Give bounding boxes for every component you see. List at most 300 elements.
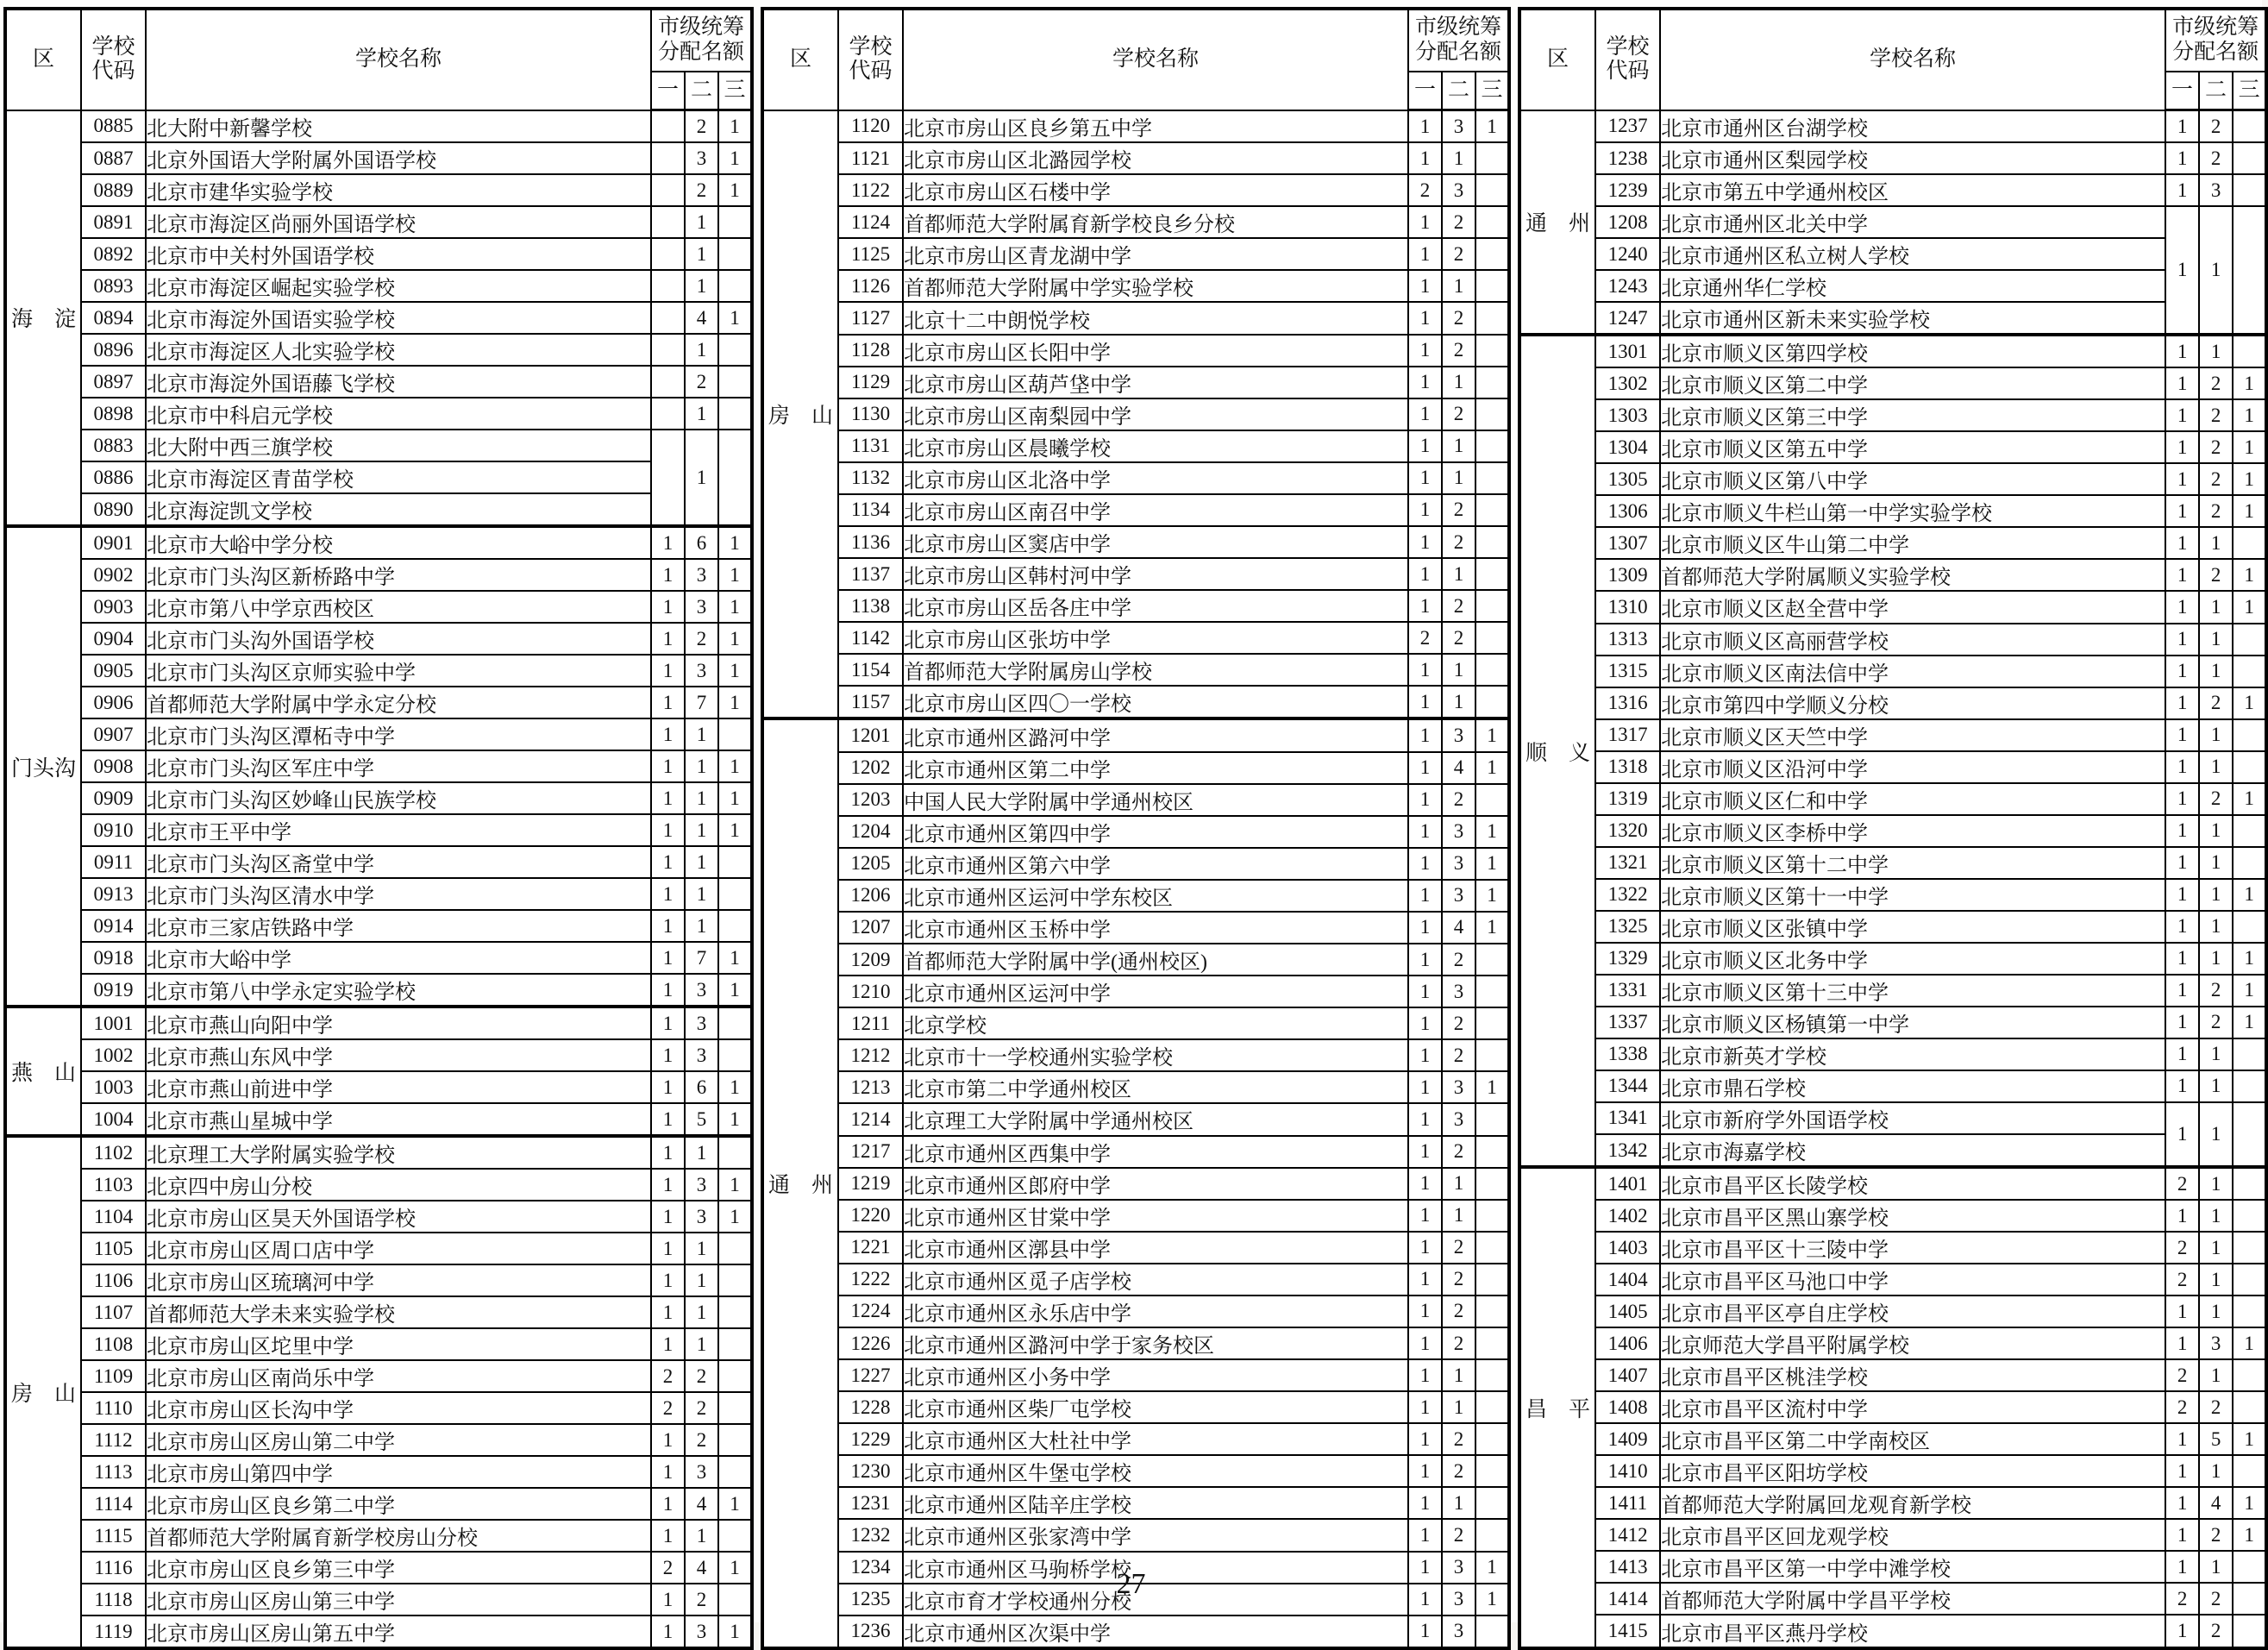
quota-3-cell: 1 [1475, 752, 1509, 784]
school-code-cell: 1142 [838, 622, 903, 654]
quota-2-cell: 2 [685, 1360, 718, 1392]
table-row [5, 1424, 752, 1456]
table-row [5, 142, 752, 174]
quota-2-cell: 3 [685, 974, 718, 1007]
quota-3-cell [718, 1328, 752, 1360]
school-name-cell: 北京市海淀区崛起实验学校 [146, 270, 651, 302]
school-code-cell: 0896 [81, 334, 146, 366]
quota-3-cell [718, 238, 752, 270]
quota-2-cell: 2 [2199, 495, 2233, 527]
quota-3-cell: 1 [1475, 912, 1509, 944]
table-row [762, 367, 1509, 398]
quota-2-cell: 2 [1442, 398, 1475, 430]
table-row [762, 912, 1509, 944]
school-name-cell: 北京市门头沟外国语学校 [146, 623, 651, 655]
quota-1-cell: 1 [2165, 174, 2199, 206]
quota-1-cell [651, 206, 685, 238]
quota-1-cell: 1 [651, 814, 685, 846]
school-code-cell: 0883 [81, 430, 146, 461]
district-cell: 通 州 [762, 718, 838, 1648]
quota-3-cell [1475, 1200, 1509, 1232]
quota-1-cell [651, 302, 685, 334]
header-school-code [1595, 9, 1660, 110]
quota-2-cell: 1 [685, 814, 718, 846]
school-code-cell: 0904 [81, 623, 146, 655]
quota-2-cell: 2 [2199, 463, 2233, 495]
quota-1-cell: 1 [1408, 912, 1442, 944]
school-name-cell: 北京市第二中学通州校区 [903, 1071, 1408, 1103]
school-code-cell: 1115 [81, 1520, 146, 1552]
school-code-cell: 0885 [81, 110, 146, 143]
table-row [762, 335, 1509, 367]
quota-1-cell: 1 [1408, 654, 1442, 686]
school-code-cell: 1307 [1595, 527, 1660, 559]
school-code-cell: 1219 [838, 1168, 903, 1200]
quota-1-cell: 1 [2165, 1327, 2199, 1359]
quota-3-cell [1475, 1103, 1509, 1135]
table-row [1519, 1232, 2266, 1264]
quota-3-cell [1475, 142, 1509, 174]
table-row [5, 461, 752, 493]
quota-2-cell: 2 [2199, 142, 2233, 174]
school-name-cell: 北京市通州区潞河中学于家务校区 [903, 1327, 1408, 1359]
table-row [762, 1487, 1509, 1519]
school-code-cell: 1315 [1595, 656, 1660, 687]
quota-1-cell [651, 430, 685, 526]
school-code-cell: 0918 [81, 942, 146, 974]
school-quota-table-right [1518, 7, 2268, 1650]
table-row [5, 1328, 752, 1360]
quota-1-cell: 1 [1408, 494, 1442, 526]
quota-1-cell: 1 [1408, 206, 1442, 238]
quota-2-cell: 1 [1442, 1200, 1475, 1232]
quota-3-cell [1475, 944, 1509, 976]
school-name-cell: 北京外国语大学附属外国语学校 [146, 142, 651, 174]
school-code-cell: 1121 [838, 142, 903, 174]
table-row [762, 1423, 1509, 1455]
school-code-cell: 1001 [81, 1007, 146, 1039]
quota-1-cell: 1 [2165, 1423, 2199, 1455]
table-row [762, 1615, 1509, 1648]
quota-2-cell: 1 [1442, 686, 1475, 718]
school-code-cell: 1310 [1595, 591, 1660, 623]
quota-1-cell: 1 [2165, 431, 2199, 463]
table-row [1519, 1423, 2266, 1455]
quota-2-cell: 1 [685, 750, 718, 782]
quota-2-cell: 2 [1442, 944, 1475, 976]
quota-1-cell: 1 [651, 878, 685, 910]
quota-2-cell: 1 [2199, 1232, 2233, 1264]
quota-3-cell [2233, 1615, 2266, 1648]
school-name-cell: 北京市房山区长阳中学 [903, 335, 1408, 367]
school-name-cell: 北京市房山区葫芦垡中学 [903, 367, 1408, 398]
school-code-cell: 1207 [838, 912, 903, 944]
quota-3-cell: 1 [1475, 1584, 1509, 1615]
school-name-cell: 北京市门头沟区京师实验中学 [146, 655, 651, 687]
quota-2-cell: 1 [685, 1136, 718, 1169]
quota-3-cell [718, 1233, 752, 1264]
district-cell: 顺 义 [1519, 335, 1595, 1167]
table-row [5, 302, 752, 334]
quota-3-cell [2233, 110, 2266, 143]
school-name-cell: 北京市房山区长沟中学 [146, 1392, 651, 1424]
school-code-cell: 0894 [81, 302, 146, 334]
quota-3-cell: 1 [718, 1103, 752, 1136]
table-row [1519, 174, 2266, 206]
quota-2-cell: 3 [1442, 1615, 1475, 1648]
table-row [1519, 1102, 2266, 1134]
school-code-cell: 1329 [1595, 943, 1660, 975]
quota-2-cell: 1 [2199, 206, 2233, 335]
table-row [5, 1201, 752, 1233]
quota-3-cell [718, 910, 752, 942]
school-name-cell: 北京市第五中学通州校区 [1660, 174, 2165, 206]
table-row [762, 784, 1509, 816]
quota-2-cell: 1 [2199, 591, 2233, 623]
school-name-cell: 北京市通州区永乐店中学 [903, 1296, 1408, 1327]
school-name-cell: 首都师范大学附属育新学校良乡分校 [903, 206, 1408, 238]
quota-1-cell: 1 [651, 1169, 685, 1201]
quota-2-cell: 2 [685, 110, 718, 143]
school-code-cell: 0907 [81, 718, 146, 750]
table-row [762, 1200, 1509, 1232]
quota-1-cell: 1 [1408, 270, 1442, 302]
quota-1-cell: 1 [1408, 1391, 1442, 1423]
quota-2-cell: 1 [685, 238, 718, 270]
school-name-cell: 北京市顺义区第五中学 [1660, 431, 2165, 463]
school-code-cell: 1222 [838, 1264, 903, 1296]
table-row [1519, 1519, 2266, 1551]
table-row [762, 686, 1509, 718]
quota-2-cell: 1 [685, 910, 718, 942]
quota-3-cell [1475, 238, 1509, 270]
table-row [5, 174, 752, 206]
header-quota-line2: 分配名额 [2172, 41, 2259, 64]
quota-2-cell: 1 [685, 878, 718, 910]
table-row [762, 462, 1509, 494]
school-name-cell: 首都师范大学附属中学永定分校 [146, 687, 651, 718]
quota-2-cell: 2 [1442, 335, 1475, 367]
quota-2-cell: 1 [685, 1296, 718, 1328]
school-name-cell: 北京市燕山向阳中学 [146, 1007, 651, 1039]
table-body [5, 110, 752, 1649]
quota-1-cell [651, 334, 685, 366]
quota-1-cell: 1 [2165, 142, 2199, 174]
quota-3-cell [1475, 1455, 1509, 1487]
quota-3-cell [2233, 847, 2266, 879]
quota-1-cell: 1 [1408, 976, 1442, 1007]
table-row [1519, 687, 2266, 719]
quota-2-cell: 1 [685, 782, 718, 814]
school-name-cell: 北京市房山区琉璃河中学 [146, 1264, 651, 1296]
quota-1-cell: 1 [651, 1201, 685, 1233]
school-name-cell: 北京市顺义区沿河中学 [1660, 751, 2165, 783]
quota-2-cell: 1 [685, 1328, 718, 1360]
school-code-cell: 1209 [838, 944, 903, 976]
quota-3-cell [2233, 174, 2266, 206]
header-quota-2: 二 [1442, 72, 1475, 110]
quota-3-cell [2233, 1102, 2266, 1167]
quota-1-cell: 1 [1408, 142, 1442, 174]
quota-2-cell: 2 [1442, 526, 1475, 558]
school-name-cell: 北京市门头沟区清水中学 [146, 878, 651, 910]
header-quota [1408, 9, 1509, 72]
school-quota-table-left [3, 7, 754, 1650]
quota-1-cell: 1 [2165, 110, 2199, 143]
quota-1-cell: 1 [2165, 559, 2199, 591]
quota-1-cell: 2 [1408, 622, 1442, 654]
quota-3-cell: 1 [2233, 399, 2266, 431]
quota-2-cell: 2 [1442, 1232, 1475, 1264]
quota-1-cell: 1 [651, 1296, 685, 1328]
quota-1-cell: 1 [2165, 495, 2199, 527]
quota-3-cell: 1 [1475, 848, 1509, 880]
school-name-cell: 北京市顺义区第四学校 [1660, 335, 2165, 367]
table-row [5, 270, 752, 302]
table-row [1519, 559, 2266, 591]
quota-3-cell: 1 [2233, 687, 2266, 719]
quota-2-cell: 2 [685, 623, 718, 655]
quota-1-cell: 1 [2165, 751, 2199, 783]
table-row [5, 1615, 752, 1648]
quota-3-cell [2233, 815, 2266, 847]
school-name-cell: 北京市海淀区青苗学校 [146, 461, 651, 493]
table-row [1519, 206, 2266, 238]
quota-2-cell: 1 [2199, 847, 2233, 879]
school-code-cell: 0898 [81, 398, 146, 430]
quota-1-cell: 1 [1408, 398, 1442, 430]
header-quota-line1: 市级统筹 [658, 16, 745, 40]
quota-2-cell: 3 [685, 1169, 718, 1201]
school-code-cell: 1220 [838, 1200, 903, 1232]
header-code-line1: 学校 [1606, 35, 1650, 59]
quota-3-cell [718, 1520, 752, 1552]
school-code-cell: 1114 [81, 1488, 146, 1520]
quota-3-cell: 1 [2233, 591, 2266, 623]
quota-2-cell: 2 [1442, 1296, 1475, 1327]
quota-3-cell [1475, 398, 1509, 430]
quota-3-cell [1475, 174, 1509, 206]
quota-1-cell: 1 [651, 910, 685, 942]
table-row [762, 1168, 1509, 1200]
quota-2-cell: 1 [2199, 1102, 2233, 1167]
quota-3-cell [718, 846, 752, 878]
table-row [5, 1039, 752, 1071]
header-quota-1: 一 [651, 72, 685, 110]
school-code-cell: 1301 [1595, 335, 1660, 367]
quota-2-cell: 2 [1442, 784, 1475, 816]
quota-2-cell: 1 [2199, 1167, 2233, 1200]
school-code-cell: 1127 [838, 302, 903, 334]
quota-2-cell: 1 [2199, 656, 2233, 687]
school-name-cell: 北京市通州区马驹桥学校 [903, 1552, 1408, 1584]
table-row [1519, 975, 2266, 1007]
school-name-cell: 北京市房山区良乡第三中学 [146, 1552, 651, 1584]
school-code-cell: 1227 [838, 1359, 903, 1391]
school-code-cell: 1331 [1595, 975, 1660, 1007]
quota-1-cell: 1 [2165, 399, 2199, 431]
school-code-cell: 1204 [838, 816, 903, 848]
school-name-cell: 北京四中房山分校 [146, 1169, 651, 1201]
school-name-cell: 北京市房山第四中学 [146, 1456, 651, 1488]
quota-3-cell: 1 [2233, 1327, 2266, 1359]
quota-1-cell: 1 [2165, 1102, 2199, 1167]
school-code-cell: 1102 [81, 1136, 146, 1169]
quota-3-cell: 1 [718, 623, 752, 655]
quota-1-cell: 1 [651, 687, 685, 718]
quota-2-cell: 1 [685, 398, 718, 430]
quota-2-cell: 1 [2199, 624, 2233, 656]
quota-2-cell: 3 [2199, 174, 2233, 206]
quota-2-cell: 2 [2199, 1007, 2233, 1038]
table-row [5, 718, 752, 750]
school-name-cell: 北大附中西三旗学校 [146, 430, 651, 461]
quota-3-cell: 1 [1475, 718, 1509, 751]
quota-2-cell: 2 [2199, 1615, 2233, 1648]
quota-1-cell: 1 [2165, 847, 2199, 879]
school-name-cell: 北京市海嘉学校 [1660, 1134, 2165, 1167]
header-quota-3: 三 [2233, 72, 2266, 110]
header-school-code [838, 9, 903, 110]
school-code-cell: 1309 [1595, 559, 1660, 591]
school-name-cell: 北京市昌平区燕丹学校 [1660, 1615, 2165, 1648]
quota-2-cell: 4 [685, 302, 718, 334]
quota-3-cell [1475, 302, 1509, 334]
table-row [5, 1233, 752, 1264]
quota-3-cell [718, 878, 752, 910]
school-code-cell: 1105 [81, 1233, 146, 1264]
table-row [1519, 1264, 2266, 1296]
quota-3-cell [718, 398, 752, 430]
quota-3-cell [1475, 1359, 1509, 1391]
quota-3-cell [718, 430, 752, 526]
quota-2-cell: 2 [2199, 1583, 2233, 1615]
school-code-cell: 1210 [838, 976, 903, 1007]
school-code-cell: 1212 [838, 1039, 903, 1071]
table-row [5, 846, 752, 878]
quota-3-cell [2233, 1391, 2266, 1423]
quota-3-cell [2233, 1038, 2266, 1070]
quota-3-cell: 1 [2233, 1007, 2266, 1038]
school-name-cell: 北京市昌平区回龙观学校 [1660, 1519, 2165, 1551]
quota-2-cell: 2 [2199, 783, 2233, 815]
header-district: 区 [5, 9, 81, 110]
table-row [762, 302, 1509, 334]
quota-3-cell [1475, 590, 1509, 622]
table-row [1519, 399, 2266, 431]
quota-2-cell: 4 [1442, 752, 1475, 784]
school-code-cell: 1410 [1595, 1455, 1660, 1487]
quota-2-cell: 4 [2199, 1487, 2233, 1519]
school-code-cell: 1342 [1595, 1134, 1660, 1167]
quota-3-cell [718, 1007, 752, 1039]
table-row [1519, 142, 2266, 174]
quota-3-cell: 1 [1475, 1552, 1509, 1584]
school-code-cell: 0903 [81, 591, 146, 623]
table-row [5, 687, 752, 718]
quota-2-cell: 4 [685, 1488, 718, 1520]
school-code-cell: 1119 [81, 1615, 146, 1648]
quota-1-cell: 1 [1408, 1552, 1442, 1584]
school-code-cell: 1124 [838, 206, 903, 238]
school-code-cell: 1403 [1595, 1232, 1660, 1264]
school-code-cell: 1112 [81, 1424, 146, 1456]
quota-3-cell [1475, 494, 1509, 526]
header-district: 区 [762, 9, 838, 110]
quota-1-cell: 1 [2165, 719, 2199, 751]
table-row [762, 1232, 1509, 1264]
quota-1-cell: 1 [651, 1007, 685, 1039]
school-code-cell: 0902 [81, 559, 146, 591]
quota-1-cell: 2 [2165, 1232, 2199, 1264]
quota-1-cell: 1 [1408, 1423, 1442, 1455]
school-code-cell: 0886 [81, 461, 146, 493]
school-code-cell: 1231 [838, 1487, 903, 1519]
school-code-cell: 1154 [838, 654, 903, 686]
quota-3-cell: 1 [718, 655, 752, 687]
quota-2-cell: 1 [1442, 1168, 1475, 1200]
quota-2-cell: 3 [685, 1201, 718, 1233]
school-code-cell: 1232 [838, 1519, 903, 1551]
quota-2-cell: 3 [685, 1456, 718, 1488]
table-row [5, 878, 752, 910]
school-name-cell: 北京市房山区南召中学 [903, 494, 1408, 526]
quota-1-cell: 2 [651, 1392, 685, 1424]
school-name-cell: 北京市门头沟区军庄中学 [146, 750, 651, 782]
header-school-name: 学校名称 [903, 9, 1408, 110]
quota-1-cell: 1 [2165, 591, 2199, 623]
quota-3-cell: 1 [718, 814, 752, 846]
table-row [1519, 463, 2266, 495]
quota-1-cell: 1 [651, 1456, 685, 1488]
quota-2-cell: 3 [685, 1615, 718, 1648]
quota-3-cell: 1 [1475, 110, 1509, 143]
quota-3-cell [2233, 1232, 2266, 1264]
quota-1-cell: 1 [651, 1520, 685, 1552]
quota-3-cell [718, 1039, 752, 1071]
table-row [5, 559, 752, 591]
quota-2-cell: 1 [1442, 1359, 1475, 1391]
quota-2-cell: 1 [685, 1520, 718, 1552]
school-name-cell: 北京市通州区漷县中学 [903, 1232, 1408, 1264]
school-code-cell: 1229 [838, 1423, 903, 1455]
quota-1-cell: 1 [651, 1488, 685, 1520]
school-code-cell: 0908 [81, 750, 146, 782]
quota-3-cell: 1 [718, 782, 752, 814]
quota-2-cell: 6 [685, 526, 718, 559]
quota-2-cell: 2 [1442, 206, 1475, 238]
school-code-cell: 1238 [1595, 142, 1660, 174]
quota-2-cell: 3 [685, 591, 718, 623]
quota-2-cell: 3 [1442, 1584, 1475, 1615]
school-code-cell: 1120 [838, 110, 903, 143]
school-code-cell: 1405 [1595, 1296, 1660, 1327]
school-code-cell: 0913 [81, 878, 146, 910]
table-row [762, 1359, 1509, 1391]
table-row [1519, 367, 2266, 399]
quota-3-cell [1475, 1039, 1509, 1071]
table-row [762, 1519, 1509, 1551]
table-row [762, 976, 1509, 1007]
quota-1-cell: 2 [2165, 1583, 2199, 1615]
quota-2-cell: 2 [1442, 1039, 1475, 1071]
school-code-cell: 1109 [81, 1360, 146, 1392]
school-code-cell: 1325 [1595, 911, 1660, 943]
school-code-cell: 1305 [1595, 463, 1660, 495]
quota-3-cell [1475, 1136, 1509, 1168]
table-row [5, 750, 752, 782]
quota-1-cell: 1 [651, 1424, 685, 1456]
